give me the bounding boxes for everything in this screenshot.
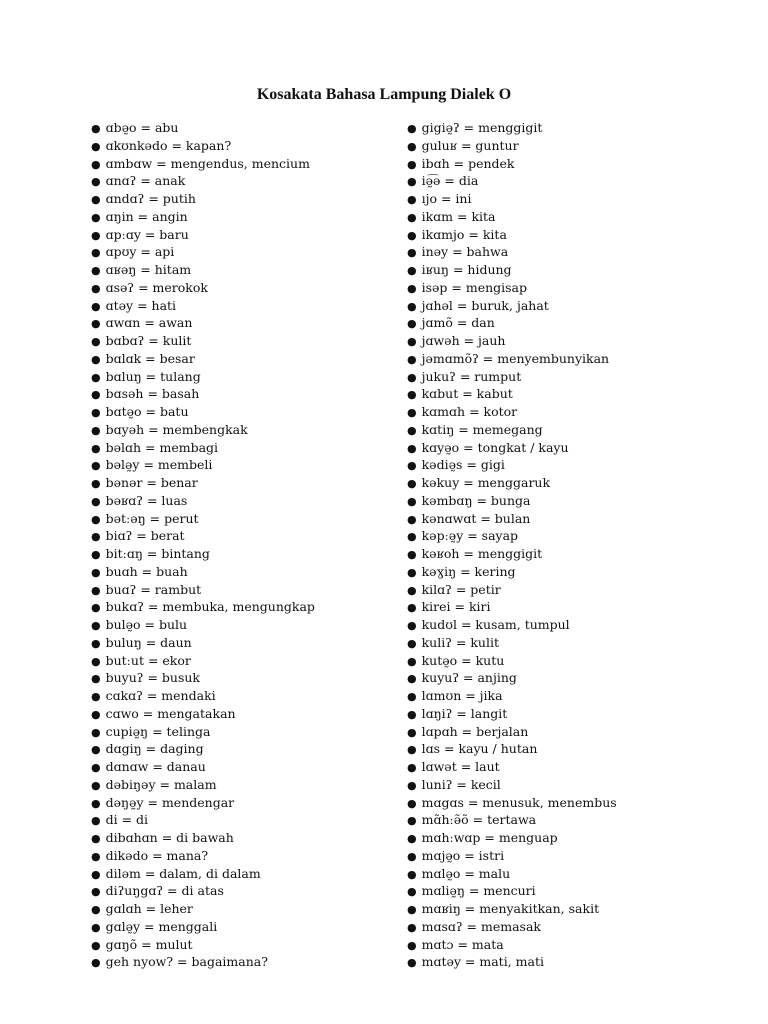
- vocabulary-list-right: [407, 120, 617, 972]
- vocabulary-entry: ● kɑbut = kabut: [407, 386, 617, 404]
- vocabulary-entry: ● lɑwət = laut: [407, 759, 617, 777]
- vocabulary-entry: ● kəpːə̰y = sayap: [407, 528, 617, 546]
- vocabulary-entry: ● kɑyə̰o = tongkat / kayu: [407, 440, 617, 458]
- vocabulary-list-left: [91, 120, 315, 972]
- vocabulary-entry: ● geh nyow? = bagaimana?: [91, 954, 315, 972]
- vocabulary-entry: ● kuyuʔ = anjing: [407, 670, 617, 688]
- vocabulary-entry: ● cɑwo = mengatakan: [91, 706, 315, 724]
- vocabulary-entry: ● kutə̰o = kutu: [407, 653, 617, 671]
- page-title: Kosakata Bahasa Lampung Dialek O: [256, 86, 512, 103]
- vocabulary-entry: ● bəlɑh = membagi: [91, 440, 315, 458]
- vocabulary-entry: ● bɑtə̰o = batu: [91, 404, 315, 422]
- vocabulary-entry: ● dəbiŋəy = malam: [91, 777, 315, 795]
- vocabulary-entry: ● ɑtəy = hati: [91, 298, 315, 316]
- vocabulary-entry: ● mɑtəy = mati, mati: [407, 954, 617, 972]
- vocabulary-entry: ● ikɑmjo = kita: [407, 227, 617, 245]
- vocabulary-entry: ● iə̰͡ə = dia: [407, 173, 617, 191]
- vocabulary-entry: ● mɑjə̰o = istri: [407, 848, 617, 866]
- vocabulary-entry: ● gɑlə̰y = menggali: [91, 919, 315, 937]
- vocabulary-entry: ● lɑpɑh = berjalan: [407, 724, 617, 742]
- vocabulary-entry: ● bɑsəh = basah: [91, 386, 315, 404]
- vocabulary-entry: ● kəʁoh = menggigit: [407, 546, 617, 564]
- vocabulary-entry: ● ibɑh = pendek: [407, 156, 617, 174]
- vocabulary-entry: ● mɑsɑʔ = memasak: [407, 919, 617, 937]
- vocabulary-entry: ● bulə̰o = bulu: [91, 617, 315, 635]
- vocabulary-entry: ● mɑ̃hːə̃õ = tertawa: [407, 812, 617, 830]
- vocabulary-entry: ● gigiə̰ʔ = menggigit: [407, 120, 617, 138]
- vocabulary-entry: ● gɑŋõ = mulut: [91, 937, 315, 955]
- vocabulary-entry: ● ɑkʊnkədo = kapan?: [91, 138, 315, 156]
- vocabulary-entry: ● ɑwɑn = awan: [91, 315, 315, 333]
- vocabulary-entry: ● gɑlɑh = leher: [91, 901, 315, 919]
- vocabulary-entry: ● mɑgɑs = menusuk, menembus: [407, 795, 617, 813]
- vocabulary-entry: ● ıjo = ini: [407, 191, 617, 209]
- vocabulary-entry: ● ɑsəʔ = merokok: [91, 280, 315, 298]
- vocabulary-entry: ● buluŋ = daun: [91, 635, 315, 653]
- vocabulary-entry: ● dikədo = mana?: [91, 848, 315, 866]
- vocabulary-entry: ● guluʁ = guntur: [407, 138, 617, 156]
- vocabulary-entry: ● lɑŋiʔ = langit: [407, 706, 617, 724]
- vocabulary-entry: ● bəʁɑʔ = luas: [91, 493, 315, 511]
- vocabulary-entry: ● iʁuŋ = hidung: [407, 262, 617, 280]
- vocabulary-entry: ● kənɑwɑt = bulan: [407, 511, 617, 529]
- vocabulary-entry: ● jɑmõ = dan: [407, 315, 617, 333]
- vocabulary-entry: ● ɑndɑʔ = putih: [91, 191, 315, 209]
- vocabulary-entry: ● kuliʔ = kulit: [407, 635, 617, 653]
- vocabulary-entry: ● dɑnɑw = danau: [91, 759, 315, 777]
- vocabulary-entry: ● di = di: [91, 812, 315, 830]
- vocabulary-entry: ● bətːəŋ = perut: [91, 511, 315, 529]
- vocabulary-entry: ● mɑlə̰o = malu: [407, 866, 617, 884]
- vocabulary-entry: ● jɑhəl = buruk, jahat: [407, 298, 617, 316]
- vocabulary-entry: ● isəp = mengisap: [407, 280, 617, 298]
- vocabulary-entry: ● dibɑhɑn = di bawah: [91, 830, 315, 848]
- vocabulary-entry: ● dɑgiŋ = daging: [91, 741, 315, 759]
- vocabulary-entry: ● mɑʁiŋ = menyakitkan, sakit: [407, 901, 617, 919]
- vocabulary-entry: ● mɑtɔ = mata: [407, 937, 617, 955]
- vocabulary-entry: ● kədiə̰s = gigi: [407, 457, 617, 475]
- vocabulary-entry: ● inəy = bahwa: [407, 244, 617, 262]
- vocabulary-entry: ● mɑliə̰ŋ = mencuri: [407, 883, 617, 901]
- vocabulary-entry: ● ikɑm = kita: [407, 209, 617, 227]
- vocabulary-entry: ● buɑh = buah: [91, 564, 315, 582]
- vocabulary-entry: ● butːut = ekor: [91, 653, 315, 671]
- vocabulary-entry: ● luniʔ = kecil: [407, 777, 617, 795]
- vocabulary-entry: ● bɑlɑk = besar: [91, 351, 315, 369]
- vocabulary-entry: ● ɑbə̰o = abu: [91, 120, 315, 138]
- vocabulary-entry: ● buɑʔ = rambut: [91, 582, 315, 600]
- vocabulary-entry: ● bɑyəh = membengkak: [91, 422, 315, 440]
- vocabulary-entry: ● kirei = kiri: [407, 599, 617, 617]
- vocabulary-entry: ● diləm = dalam, di dalam: [91, 866, 315, 884]
- vocabulary-entry: ● lɑmʊn = jika: [407, 688, 617, 706]
- vocabulary-entry: ● dəŋə̰y = mendengar: [91, 795, 315, 813]
- vocabulary-entry: ● jukuʔ = rumput: [407, 369, 617, 387]
- vocabulary-entry: ● diʔuŋgɑʔ = di atas: [91, 883, 315, 901]
- vocabulary-entry: ● ɑnɑʔ = anak: [91, 173, 315, 191]
- vocabulary-entry: ● bɑbɑʔ = kulit: [91, 333, 315, 351]
- vocabulary-entry: ● mɑhːwɑp = menguap: [407, 830, 617, 848]
- vocabulary-entry: ● ɑpʊy = api: [91, 244, 315, 262]
- vocabulary-entry: ● bitːɑŋ = bintang: [91, 546, 315, 564]
- vocabulary-entry: ● bɑluŋ = tulang: [91, 369, 315, 387]
- vocabulary-entry: ● kəmbɑŋ = bunga: [407, 493, 617, 511]
- vocabulary-entry: ● kəɣiŋ = kering: [407, 564, 617, 582]
- vocabulary-entry: ● biɑʔ = berat: [91, 528, 315, 546]
- vocabulary-entry: ● kɑtiŋ = memegang: [407, 422, 617, 440]
- vocabulary-entry: ● kəkuy = menggaruk: [407, 475, 617, 493]
- vocabulary-entry: ● cupiə̰ŋ = telinga: [91, 724, 315, 742]
- vocabulary-entry: ● buyuʔ = busuk: [91, 670, 315, 688]
- vocabulary-entry: ● bələ̰y = membeli: [91, 457, 315, 475]
- vocabulary-entry: ● kudʊl = kusam, tumpul: [407, 617, 617, 635]
- vocabulary-entry: ● ɑpːɑy = baru: [91, 227, 315, 245]
- vocabulary-entry: ● ɑŋin = angin: [91, 209, 315, 227]
- vocabulary-entry: ● lɑs = kayu / hutan: [407, 741, 617, 759]
- vocabulary-entry: ● jɑwəh = jauh: [407, 333, 617, 351]
- vocabulary-entry: ● jəmɑmõʔ = menyembunyikan: [407, 351, 617, 369]
- vocabulary-entry: ● ɑʁəŋ = hitam: [91, 262, 315, 280]
- vocabulary-entry: ● kilɑʔ = petir: [407, 582, 617, 600]
- vocabulary-entry: ● bukɑʔ = membuka, mengungkap: [91, 599, 315, 617]
- vocabulary-entry: ● cɑkɑʔ = mendaki: [91, 688, 315, 706]
- vocabulary-entry: ● kɑmɑh = kotor: [407, 404, 617, 422]
- vocabulary-entry: ● ɑmbɑw = mengendus, mencium: [91, 156, 315, 174]
- vocabulary-entry: ● bənər = benar: [91, 475, 315, 493]
